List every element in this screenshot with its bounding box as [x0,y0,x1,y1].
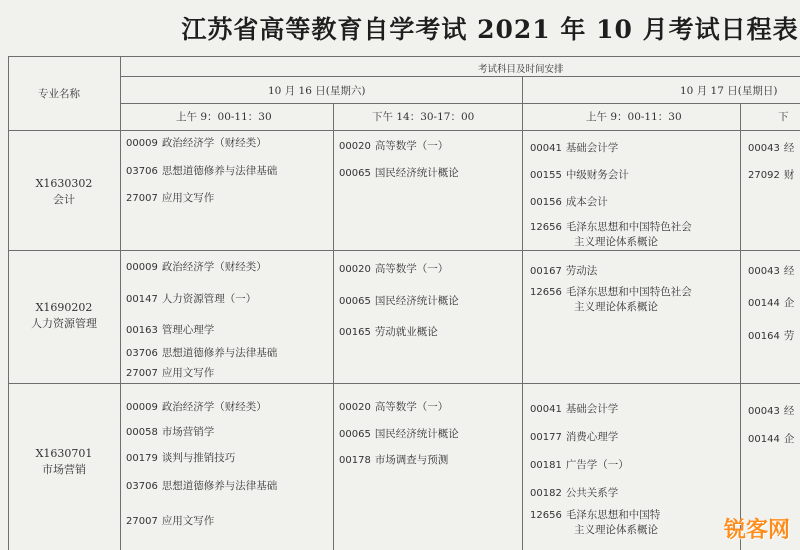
subject-item [530,195,608,210]
subject-name: 公共关系学 [565,487,619,499]
subject-name: 思想道德修养与法律基础 [161,480,278,492]
subject-item [339,400,448,415]
subject-item [530,220,692,249]
subject-name: 高等数学（一） [374,263,449,275]
subject-item [126,425,214,440]
subject-name: 经 [783,405,795,417]
subject-item [530,285,692,314]
subject-item [126,451,235,466]
subject-item [748,168,794,183]
subject-name: 劳 [783,330,795,342]
subject-name: 毛泽东思想和中国特色社会 [565,286,692,298]
subject-item [126,323,214,338]
subject-code: 12656 [530,510,562,521]
subject-name: 劳动法 [565,265,598,277]
subject-name: 政治经济学（财经类） [161,137,267,149]
subject-item [339,139,448,154]
subject-code: 00020 [339,264,371,275]
subject-item [339,294,459,309]
subject-item [530,486,618,501]
major-cell [8,300,120,332]
subject-item [339,453,448,468]
subject-name: 高等数学（一） [374,140,449,152]
site-watermark: 锐客网 [723,518,790,543]
subject-item [126,514,214,529]
subject-item [339,262,448,277]
subject-name: 国民经济统计概论 [374,167,459,179]
subject-code: 03706 [126,166,158,177]
major-code: X1630302 [35,177,93,190]
subject-name: 政治经济学（财经类） [161,261,267,273]
major-name: 人力资源管理 [31,317,97,330]
subject-code: 00181 [530,460,562,471]
page-title: 江苏省高等教育自学考试 2021 年 10 月考试日程表 [181,15,799,44]
subject-code: 00058 [126,427,158,438]
subject-item [748,296,794,311]
subject-code: 00009 [126,402,158,413]
subject-code: 00020 [339,402,371,413]
subject-name: 国民经济统计概论 [374,428,459,440]
subject-item [530,430,618,445]
subject-item [530,168,629,183]
subject-name: 政治经济学（财经类） [161,401,267,413]
subject-name: 人力资源管理（一） [161,293,257,305]
subject-name: 市场调查与预测 [374,454,449,466]
major-name: 市场营销 [42,463,86,476]
subject-code: 00179 [126,453,158,464]
subject-code: 00167 [530,266,562,277]
subject-item [126,260,267,275]
subject-item [339,325,438,340]
subject-name: 经 [783,265,795,277]
subject-code: 00164 [748,331,780,342]
subject-item [126,346,277,361]
slot-pm1-header: 下午 14：30-17：00 [372,111,475,123]
subject-code: 00156 [530,197,562,208]
subject-item [748,141,794,156]
major-code: X1630701 [35,447,93,460]
subject-code: 27092 [748,170,780,181]
major-name: 会计 [53,193,75,206]
subject-item [126,479,277,494]
subject-item [748,432,794,447]
subject-item [530,264,597,279]
subject-code: 12656 [530,287,562,298]
subject-code: 00043 [748,406,780,417]
subject-name: 消费心理学 [565,431,619,443]
subject-item [530,141,618,156]
subject-code: 00041 [530,404,562,415]
subject-name: 毛泽东思想和中国特 [565,509,661,521]
slot-am1-header: 上午 9：00-11：30 [176,111,272,123]
subject-name: 管理心理学 [161,324,215,336]
subject-code: 00144 [748,434,780,445]
subject-item [126,136,267,151]
subject-name: 广告学（一） [565,459,629,471]
subject-name: 成本会计 [565,196,608,208]
subject-item [126,191,214,206]
subject-code: 00144 [748,298,780,309]
subject-name: 国民经济统计概论 [374,295,459,307]
subject-name: 经 [783,142,795,154]
subject-code: 00065 [339,168,371,179]
subject-name: 高等数学（一） [374,401,449,413]
subject-name-cont: 主义理论体系概论 [574,301,658,313]
subject-name: 市场营销学 [161,426,215,438]
subject-item [530,508,660,537]
subject-code: 00165 [339,327,371,338]
subject-name: 基础会计学 [565,142,619,154]
subject-item [339,427,459,442]
subject-item [126,164,277,179]
subject-item [748,329,794,344]
subject-item [126,400,267,415]
subject-code: 00163 [126,325,158,336]
slot-am2-header: 上午 9：00-11：30 [586,111,682,123]
major-cell [8,176,120,208]
major-code: X1690202 [35,301,93,314]
subject-code: 00043 [748,266,780,277]
subject-name: 企 [783,433,795,445]
subject-code: 00020 [339,141,371,152]
schedule-caption: 考试科目及时间安排 [478,64,564,75]
subject-item [748,404,794,419]
subject-name: 劳动就业概论 [374,326,438,338]
subject-code: 00178 [339,455,371,466]
subject-code: 27007 [126,516,158,527]
subject-code: 03706 [126,348,158,359]
subject-code: 00182 [530,488,562,499]
subject-name: 应用文写作 [161,192,215,204]
subject-code: 27007 [126,368,158,379]
subject-code: 00009 [126,262,158,273]
subject-code: 00147 [126,294,158,305]
subject-name: 企 [783,297,795,309]
major-column-header: 专业名称 [38,88,80,100]
subject-name: 基础会计学 [565,403,619,415]
subject-item [530,402,618,417]
subject-code: 00065 [339,429,371,440]
subject-name: 思想道德修养与法律基础 [161,165,278,177]
major-cell [8,446,120,478]
subject-name-cont: 主义理论体系概论 [574,524,658,536]
subject-name: 毛泽东思想和中国特色社会 [565,221,692,233]
subject-code: 00043 [748,143,780,154]
subject-name: 中级财务会计 [565,169,629,181]
subject-code: 00177 [530,432,562,443]
subject-item [748,264,794,279]
slot-pm2-header: 下 [778,111,789,123]
day1-header: 10 月 16 日(星期六) [268,85,366,97]
subject-item [339,166,459,181]
subject-name-cont: 主义理论体系概论 [574,236,658,248]
subject-item [126,292,256,307]
subject-item [530,458,629,473]
subject-code: 12656 [530,222,562,233]
subject-code: 00009 [126,138,158,149]
subject-item [126,366,214,381]
subject-code: 27007 [126,193,158,204]
subject-name: 财 [783,169,795,181]
subject-name: 应用文写作 [161,367,215,379]
subject-name: 应用文写作 [161,515,215,527]
subject-code: 00065 [339,296,371,307]
day2-header: 10 月 17 日(星期日) [680,85,778,97]
subject-name: 思想道德修养与法律基础 [161,347,278,359]
subject-code: 03706 [126,481,158,492]
subject-name: 谈判与推销技巧 [161,452,236,464]
subject-code: 00041 [530,143,562,154]
subject-code: 00155 [530,170,562,181]
